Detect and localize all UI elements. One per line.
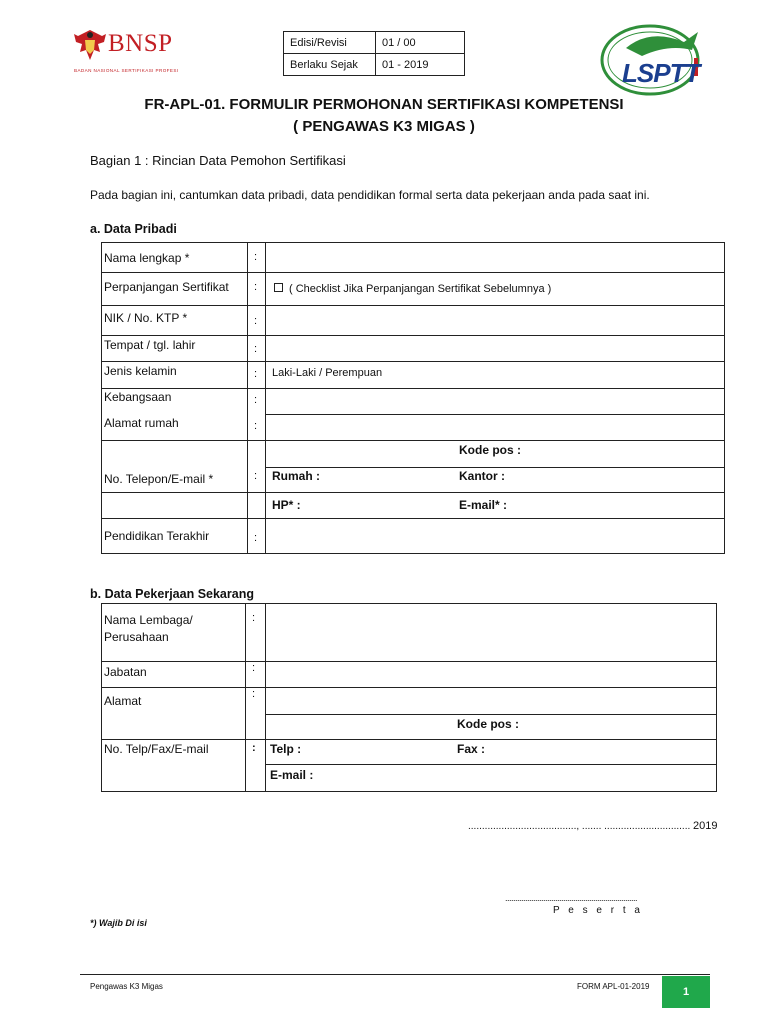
alamat-label: Alamat bbox=[104, 694, 142, 708]
data-pekerjaan-table bbox=[101, 603, 717, 792]
ttl-field[interactable] bbox=[266, 336, 725, 361]
section-heading: Bagian 1 : Rincian Data Pemohon Sertifikasi bbox=[90, 153, 346, 168]
colon: : bbox=[252, 612, 256, 624]
jabatan-label: Jabatan bbox=[104, 665, 147, 679]
section-intro: Pada bagian ini, cantumkan data pribadi, data pendidikan formal serta data pekerjaan anda pada saat ini. bbox=[90, 188, 650, 202]
edisi-label: Edisi/Revisi bbox=[284, 32, 376, 54]
perpanjangan-label: Perpanjangan Sertifikat bbox=[104, 280, 229, 294]
page-number: 1 bbox=[662, 976, 710, 1008]
jabatan-field[interactable] bbox=[266, 662, 717, 687]
hp-label: HP* : bbox=[272, 498, 301, 512]
signature-line: .................................................................. bbox=[505, 893, 638, 903]
data-pribadi-heading: a. Data Pribadi bbox=[90, 222, 177, 236]
colon: : bbox=[254, 368, 258, 380]
email-label: E-mail : bbox=[270, 768, 314, 782]
alamat-rumah-field[interactable] bbox=[266, 415, 725, 440]
colon: : bbox=[252, 742, 256, 754]
ttl-label: Tempat / tgl. lahir bbox=[104, 338, 196, 352]
nama-lembaga-label-2: Perusahaan bbox=[104, 630, 169, 644]
footer-right: FORM APL-01-2019 bbox=[577, 982, 650, 991]
date-line bbox=[468, 820, 718, 832]
nik-field[interactable] bbox=[266, 306, 725, 335]
lsp-wordmark: LSPTT bbox=[622, 58, 700, 88]
pendidikan-label: Pendidikan Terakhir bbox=[104, 529, 210, 543]
nik-label: NIK / No. KTP * bbox=[104, 311, 188, 325]
berlaku-value: 01 - 2019 bbox=[376, 54, 465, 76]
edisi-value: 01 / 00 bbox=[376, 32, 465, 54]
nama-lengkap-label: Nama lengkap * bbox=[104, 251, 190, 265]
telepon-label: No. Telepon/E-mail * bbox=[104, 472, 214, 486]
kantor-label: Kantor : bbox=[459, 469, 505, 483]
telp-fax-email-label: No. Telp/Fax/E-mail bbox=[104, 742, 209, 756]
bnsp-subtitle: BADAN NASIONAL SERTIFIKASI PROFESI bbox=[74, 68, 179, 73]
perpanjangan-note: ( Checklist Jika Perpanjangan Sertifikat Sebelumnya ) bbox=[289, 283, 552, 295]
nama-lengkap-field[interactable] bbox=[266, 243, 725, 272]
perpanjangan-option bbox=[274, 283, 551, 295]
required-note: *) Wajib Di isi bbox=[90, 918, 147, 928]
colon: : bbox=[254, 343, 258, 355]
kebangsaan-field[interactable] bbox=[266, 389, 725, 414]
colon: : bbox=[254, 394, 258, 406]
revision-table bbox=[283, 31, 465, 76]
colon: : bbox=[252, 662, 256, 674]
date-dots: ......................................., ....... ............................... bbox=[468, 821, 691, 832]
footer-divider bbox=[80, 974, 710, 975]
form-subtitle: ( PENGAWAS K3 MIGAS ) bbox=[293, 118, 475, 135]
colon: : bbox=[254, 315, 258, 327]
jenis-kelamin-label: Jenis kelamin bbox=[104, 364, 177, 378]
form-title: FR-APL-01. FORMULIR PERMOHONAN SERTIFIKASI KOMPETENSI bbox=[144, 96, 624, 113]
perpanjangan-checkbox[interactable] bbox=[274, 283, 283, 292]
kode-pos-label: Kode pos : bbox=[459, 443, 521, 457]
alamat-field[interactable] bbox=[266, 688, 717, 714]
berlaku-label: Berlaku Sejak bbox=[284, 54, 376, 76]
colon: : bbox=[254, 532, 258, 544]
colon: : bbox=[254, 251, 258, 263]
jenis-kelamin-value[interactable]: Laki-Laki / Perempuan bbox=[272, 367, 383, 379]
pendidikan-field[interactable] bbox=[266, 519, 725, 554]
telp-label: Telp : bbox=[270, 742, 302, 756]
data-pribadi-table bbox=[101, 242, 725, 554]
fax-label: Fax : bbox=[457, 742, 486, 756]
garuda-emblem-icon bbox=[72, 26, 108, 66]
peserta-label: P e s e r t a bbox=[553, 905, 643, 916]
colon: : bbox=[254, 420, 258, 432]
bnsp-logo bbox=[72, 26, 190, 84]
email-label: E-mail* : bbox=[459, 498, 508, 512]
colon: : bbox=[254, 281, 258, 293]
bnsp-wordmark: BNSP bbox=[108, 30, 173, 57]
colon: : bbox=[252, 688, 256, 700]
nama-lembaga-field[interactable] bbox=[266, 604, 717, 661]
rumah-label: Rumah : bbox=[272, 469, 320, 483]
data-pekerjaan-heading: b. Data Pekerjaan Sekarang bbox=[90, 587, 254, 601]
alamat-rumah-label: Alamat rumah bbox=[104, 416, 179, 430]
kebangsaan-label: Kebangsaan bbox=[104, 390, 172, 404]
footer-left: Pengawas K3 Migas bbox=[90, 982, 163, 991]
nama-lembaga-label-1: Nama Lembaga/ bbox=[104, 613, 193, 627]
colon: : bbox=[254, 470, 258, 482]
lsp-logo bbox=[598, 18, 710, 98]
kode-pos-label: Kode pos : bbox=[457, 717, 519, 731]
date-year: 2019 bbox=[693, 820, 718, 832]
